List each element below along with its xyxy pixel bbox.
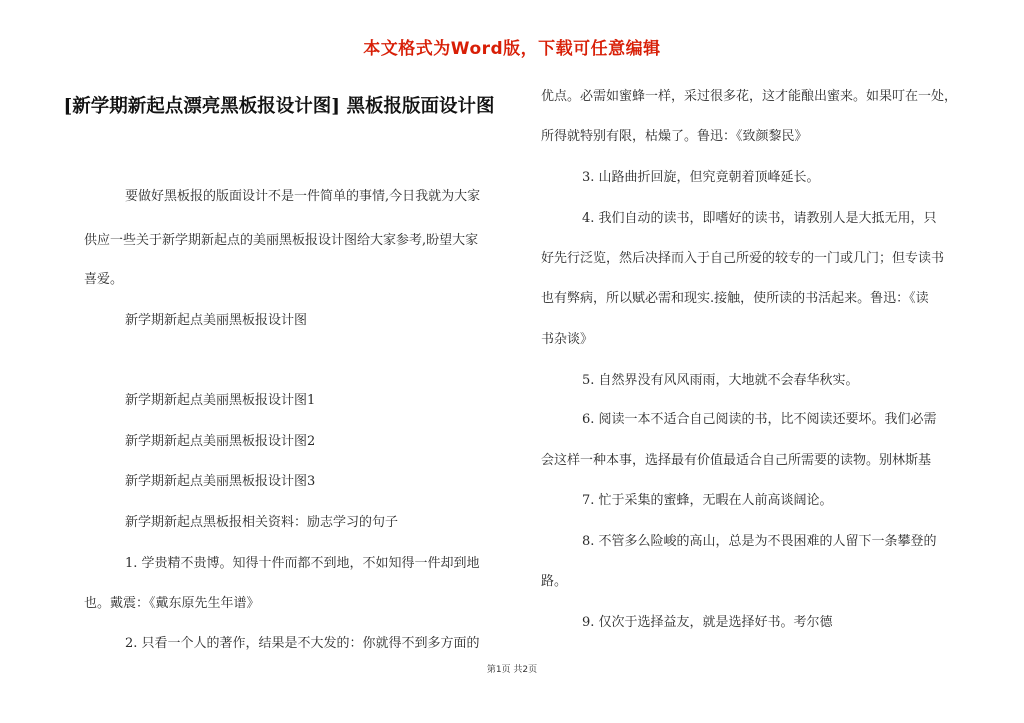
quote-line: 4. 我们自动的读书，即嗜好的读书，请教别人是大抵无用，只 [582, 211, 937, 226]
quote-line: 也有弊病，所以赋必需和现实.接触，使所读的书活起来。鲁迅：《读 [541, 291, 929, 306]
quote-line: 路。 [541, 574, 568, 589]
quote-line: 9. 仅次于选择益友，就是选择好书。考尔德 [582, 615, 833, 630]
right-column [512, 0, 1024, 723]
image-caption: 新学期新起点美丽黑板报设计图3 [125, 474, 316, 489]
quote-line: 优点。必需如蜜蜂一样，采过很多花，这才能酿出蜜来。如果叮在一处， [541, 89, 958, 104]
paragraph-line: 要做好黑板报的版面设计不是一件简单的事情,今日我就为大家 [125, 189, 481, 204]
image-caption: 新学期新起点美丽黑板报设计图1 [125, 393, 316, 408]
image-caption: 新学期新起点美丽黑板报设计图2 [125, 434, 316, 449]
quote-line: 7. 忙于采集的蜜蜂，无暇在人前高谈阔论。 [582, 493, 833, 508]
quote-line: 1. 学贵精不贵博。知得十件而都不到地，不如知得一件却到地 [125, 556, 480, 571]
page-indicator: 第1页 共2页 [486, 665, 538, 675]
quote-line: 也。戴震：《戴东原先生年谱》 [84, 596, 260, 611]
quote-line: 6. 阅读一本不适合自己阅读的书，比不阅读还要坏。我们必需 [582, 412, 937, 427]
document-banner: 本文格式为Word版，下载可任意编辑 [363, 39, 661, 59]
paragraph-line: 供应一些关于新学期新起点的美丽黑板报设计图给大家参考,盼望大家 [84, 233, 479, 248]
quote-line: 所得就特别有限，枯燥了。鲁迅：《致颜黎民》 [541, 129, 808, 144]
quote-line: 8. 不管多么险峻的高山，总是为不畏困难的人留下一条攀登的 [582, 534, 937, 549]
quote-line: 5. 自然界没有风风雨雨，大地就不会春华秋实。 [582, 373, 859, 388]
paragraph-line: 喜爱。 [84, 272, 124, 287]
quote-line: 3. 山路曲折回旋，但究竟朝着顶峰延长。 [582, 170, 820, 185]
quote-line: 书杂谈》 [541, 332, 594, 347]
section-heading: 新学期新起点美丽黑板报设计图 [125, 313, 308, 328]
document-title: [新学期新起点漂亮黑板报设计图] 黑板报版面设计图 [63, 96, 495, 117]
quote-line: 2. 只看一个人的著作，结果是不大发的：你就得不到多方面的 [125, 636, 480, 651]
quote-line: 好先行泛览，然后决择而入于自己所爱的较专的一门或几门；但专读书 [541, 251, 945, 266]
quote-line: 会这样一种本事，选择最有价值最适合自己所需要的读物。别林斯基 [541, 453, 932, 468]
section-heading: 新学期新起点黑板报相关资料：励志学习的句子 [125, 515, 399, 530]
